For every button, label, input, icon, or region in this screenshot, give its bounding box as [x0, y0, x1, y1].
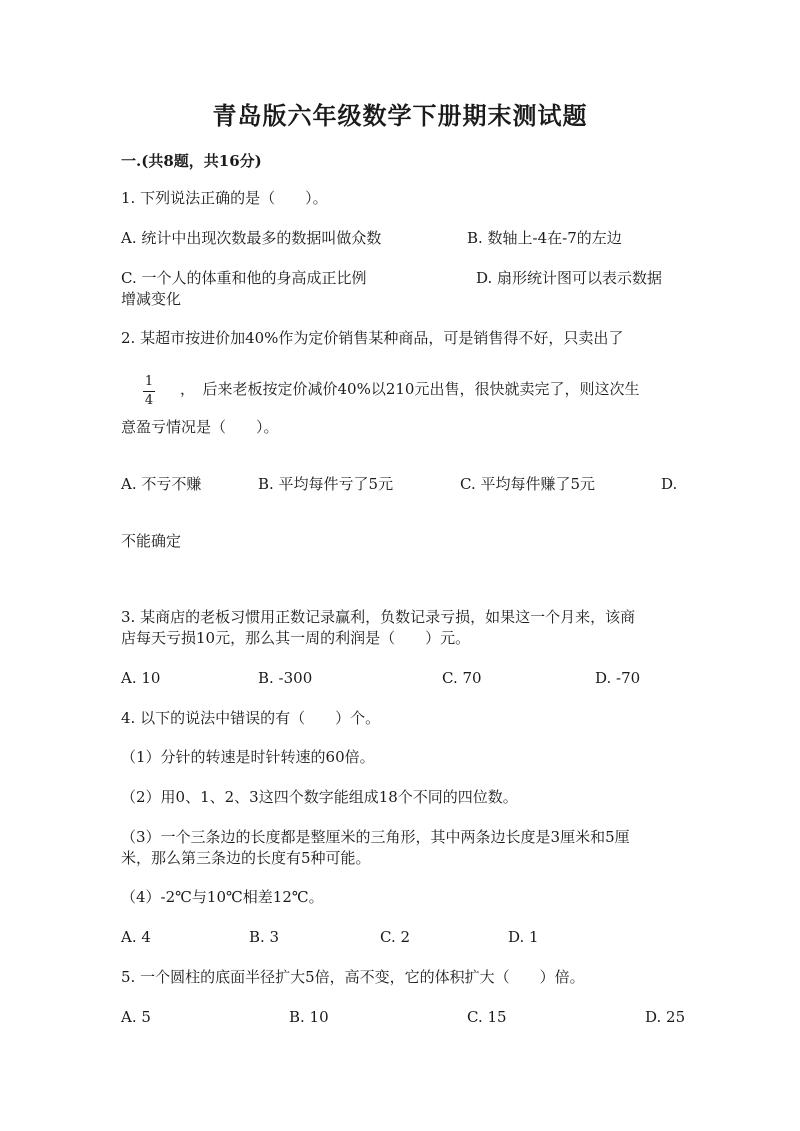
question-2-line-3: 意盈亏情况是（ ）。 [121, 418, 279, 436]
question-3-option-d: D. -70 [595, 669, 641, 687]
question-5-option-a: A. 5 [121, 1008, 151, 1026]
question-4-stem: 4. 以下的说法中错误的有（ ）个。 [121, 709, 381, 727]
fraction-one-quarter [143, 374, 155, 409]
question-4-statement-3: （3）一个三条边的长度都是整厘米的三角形，其中两条边长度是3厘米和5厘 [121, 828, 630, 846]
question-4-statement-1: （1）分针的转速是时针转速的60倍。 [121, 748, 375, 766]
fraction-bar [143, 391, 155, 392]
section-heading: 一.(共8题，共16分) [121, 152, 262, 170]
question-3-option-b: B. -300 [258, 669, 313, 687]
question-2-line-2: ， 后来老板按定价减价40%以210元出售，很快就卖完了，则这次生 [180, 380, 640, 398]
question-2-line-1: 2. 某超市按进价加40%作为定价销售某种商品，可是销售得不好，只卖出了 [121, 329, 624, 347]
question-4-statement-2: （2）用0、1、2、3这四个数字能组成18个不同的四位数。 [121, 788, 518, 806]
fraction-numerator: 1 [144, 374, 154, 389]
question-4-statement-4: （4）-2℃与10℃相差12℃。 [121, 888, 324, 906]
question-3-option-a: A. 10 [121, 669, 161, 687]
question-3-line-1: 3. 某商店的老板习惯用正数记录赢利，负数记录亏损，如果这一个月来，该商 [121, 608, 636, 626]
question-4-option-b: B. 3 [249, 928, 280, 946]
question-2-option-b: B. 平均每件亏了5元 [258, 475, 394, 493]
fraction-denominator: 4 [144, 393, 154, 408]
question-2-option-d: D. [661, 475, 678, 493]
question-4-option-a: A. 4 [121, 928, 151, 946]
question-5-option-d: D. 25 [645, 1008, 686, 1026]
question-2-option-c: C. 平均每件赚了5元 [460, 475, 596, 493]
question-1-option-d: D. 扇形统计图可以表示数据 [476, 269, 663, 287]
question-5-option-c: C. 15 [467, 1008, 507, 1026]
question-1-option-c: C. 一个人的体重和他的身高成正比例 [121, 269, 367, 287]
question-1-option-a: A. 统计中出现次数最多的数据叫做众数 [121, 229, 382, 247]
question-1-option-d-continued: 增减变化 [121, 290, 182, 308]
question-4-option-c: C. 2 [380, 928, 411, 946]
question-4-option-d: D. 1 [508, 928, 539, 946]
question-4-statement-3-continued: 米，那么第三条边的长度有5种可能。 [121, 849, 371, 867]
question-5-stem: 5. 一个圆柱的底面半径扩大5倍，高不变，它的体积扩大（ ）倍。 [121, 968, 585, 986]
question-5-option-b: B. 10 [289, 1008, 329, 1026]
page-title: 青岛版六年级数学下册期末测试题 [212, 101, 588, 130]
question-3-line-2: 店每天亏损10元，那么其一周的利润是（ ）元。 [121, 629, 471, 647]
question-3-option-c: C. 70 [442, 669, 482, 687]
question-2-option-d-continued: 不能确定 [121, 532, 182, 550]
question-1-option-b: B. 数轴上-4在-7的左边 [467, 229, 622, 247]
question-1-stem: 1. 下列说法正确的是（ ）。 [121, 189, 328, 207]
question-2-option-a: A. 不亏不赚 [121, 475, 202, 493]
